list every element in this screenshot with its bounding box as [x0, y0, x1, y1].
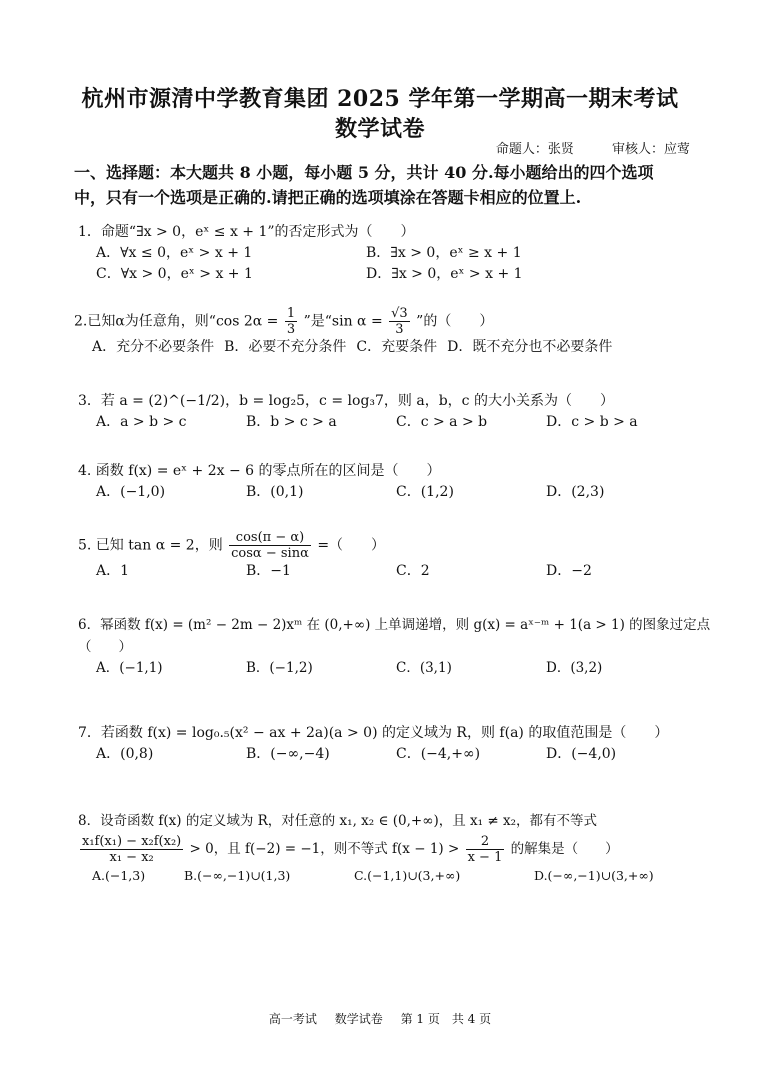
option-a: A．1 [96, 563, 130, 579]
stem-part: ”的（ ） [416, 313, 494, 330]
question-stem [78, 530, 718, 561]
stem-part: ”是“sin α = [303, 313, 383, 330]
option-c: C．(3,1) [396, 660, 452, 676]
fraction-numerator: x₁f(x₁) − x₂f(x₂) [82, 834, 182, 849]
option-list [96, 658, 718, 679]
stem-part: 的解集是（ ） [510, 841, 619, 857]
question-8 [78, 810, 718, 886]
option-list [92, 337, 714, 358]
option-d: D．既不充分也不必要条件 [447, 339, 613, 355]
option-list [96, 412, 718, 433]
fraction [466, 834, 505, 865]
option-a: A．∀x ≤ 0，eˣ > x + 1 [96, 245, 253, 261]
footer-subject: 数学试卷 [334, 1012, 383, 1026]
question-7 [78, 722, 718, 765]
question-1 [78, 221, 718, 285]
question-3 [78, 390, 718, 433]
authors-line [496, 138, 690, 157]
question-stem: 7．若函数 f(x) = log₀.₅(x² − ax + 2a)(a > 0) 的定义域为 R，则 f(a) 的取值范围是（ ） [78, 725, 669, 741]
option-a: A．充分不必要条件 [92, 339, 215, 355]
option-list [96, 561, 718, 582]
option-d: D．(3,2) [546, 660, 603, 676]
footer-exam: 高一考试 [268, 1012, 317, 1026]
question-stem: 8．设奇函数 f(x) 的定义域为 R，对任意的 x₁, x₂ ∈ (0,+∞)，且 x₁ ≠ x₂，都有不等式 [78, 813, 597, 829]
question-stem [74, 306, 714, 337]
option-b: B．必要不充分条件 [224, 339, 347, 355]
fraction [80, 834, 183, 865]
fraction [285, 306, 297, 337]
section-heading-line2: 中，只有一个选项是正确的.请把正确的选项填涂在答题卡相应的位置上. [74, 188, 582, 207]
option-list [96, 243, 718, 285]
question-stem-cont: （ ） [78, 639, 132, 655]
option-b: B．(0,1) [246, 484, 304, 500]
option-b: B.(−∞,−1)∪(1,3) [184, 868, 291, 883]
option-d: D.(−∞,−1)∪(3,+∞) [534, 868, 654, 883]
option-b: B．(−∞,−4) [246, 746, 330, 762]
section-heading [74, 160, 694, 210]
question-6 [78, 614, 718, 679]
fraction-numerator: 1 [286, 306, 296, 321]
option-c: C．c > a > b [396, 414, 488, 430]
option-c: C．2 [396, 563, 430, 579]
page-footer [0, 1010, 760, 1027]
option-list [92, 865, 718, 886]
option-d: D．∃x > 0，eˣ > x + 1 [366, 266, 523, 282]
option-a: A．(0,8) [96, 746, 154, 762]
option-list [96, 744, 718, 765]
question-2 [74, 306, 714, 358]
option-a: A．a > b > c [96, 414, 187, 430]
fraction-denominator: cosα − sinα [231, 546, 309, 561]
option-d: D．−2 [546, 563, 592, 579]
option-b: B．(−1,2) [246, 660, 313, 676]
option-list [96, 482, 718, 503]
question-stem-cont [78, 834, 718, 865]
question-5 [78, 530, 718, 582]
option-c: C．(−4,+∞) [396, 746, 481, 762]
fraction-denominator: x − 1 [467, 850, 503, 865]
fraction-numerator: 2 [466, 834, 505, 850]
section-heading-line1: 一、选择题：本大题共 8 小题，每小题 5 分，共计 40 分.每小题给出的四个选项 [74, 163, 654, 182]
setter-label: 命题人：张贤 [495, 142, 574, 157]
option-b: B．b > c > a [246, 414, 337, 430]
option-d: D．(2,3) [546, 484, 605, 500]
fraction-denominator: 3 [286, 322, 296, 337]
question-4 [78, 460, 718, 503]
fraction-denominator: 3 [395, 322, 404, 337]
option-c: C．(1,2) [396, 484, 454, 500]
stem-part: =（ ） [317, 537, 386, 554]
question-stem: 3．若 a = (2)^(−1/2)，b = log₂5，c = log₃7，则 a，b，c 的大小关系为（ ） [78, 393, 614, 409]
footer-page-number: 第 1 页 共 4 页 [400, 1012, 492, 1026]
stem-part: 2.已知α为任意角，则“cos 2α = [74, 313, 279, 330]
option-c: C．∀x > 0，eˣ > x + 1 [96, 266, 253, 282]
option-a: A．(−1,0) [96, 484, 166, 500]
option-c: C．充要条件 [356, 339, 438, 355]
exam-title: 杭州市源清中学教育集团 2025 学年第一学期高一期末考试 [81, 86, 679, 112]
reviewer-label: 审核人：应莺 [611, 142, 690, 157]
option-b: B．−1 [246, 563, 291, 579]
option-a: A.(−1,3) [92, 868, 146, 883]
question-stem: 4. 函数 f(x) = eˣ + 2x − 6 的零点所在的区间是（ ） [78, 463, 441, 479]
question-stem: 1．命题“∃x > 0，eˣ ≤ x + 1”的否定形式为（ ） [78, 224, 415, 240]
option-d: D．(−4,0) [546, 746, 617, 762]
fraction-numerator: cos(π − α) [229, 530, 311, 546]
option-a: A．(−1,1) [96, 660, 163, 676]
option-d: D．c > b > a [546, 414, 638, 430]
option-b: B．∃x > 0，eˣ ≥ x + 1 [366, 245, 522, 261]
fraction-denominator: x₁ − x₂ [109, 850, 154, 865]
fraction-numerator: √3 [391, 306, 408, 321]
question-stem: 6．幂函数 f(x) = (m² − 2m − 2)xᵐ 在 (0,+∞) 上单调递增，则 g(x) = aˣ⁻ᵐ + 1(a > 1) 的图象过定点 [78, 617, 711, 633]
stem-part: > 0，且 f(−2) = −1，则不等式 f(x − 1) > [189, 841, 460, 857]
fraction [389, 306, 410, 337]
fraction [229, 530, 311, 561]
stem-part: 5. 已知 tan α = 2，则 [78, 537, 223, 554]
option-c: C.(−1,1)∪(3,+∞) [354, 868, 461, 883]
exam-subtitle: 数学试卷 [334, 116, 425, 142]
